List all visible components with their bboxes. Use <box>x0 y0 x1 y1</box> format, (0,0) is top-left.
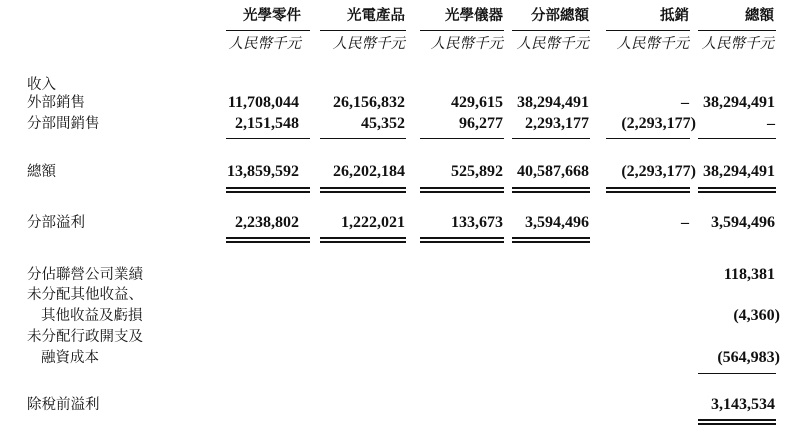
col-header-optoelectronic: 光電產品 <box>347 8 405 24</box>
cell: 2,151,548 <box>235 115 299 132</box>
header-rule <box>606 30 690 31</box>
subtotal-rule <box>606 138 690 139</box>
col-header-segment-total: 分部總額 <box>531 8 589 24</box>
cell: 2,293,177 <box>525 115 589 132</box>
total-rule <box>606 191 690 193</box>
total-rule <box>512 237 590 239</box>
subtotal-rule <box>420 138 504 139</box>
cell: 45,352 <box>361 115 405 132</box>
subtotal-rule <box>226 138 310 139</box>
subtotal-rule <box>320 138 406 139</box>
total-rule <box>320 187 406 189</box>
total-rule <box>698 423 776 425</box>
col-unit: 人民幣千元 <box>332 36 405 52</box>
total-rule <box>698 187 776 189</box>
cell: 13,859,592 <box>227 163 299 180</box>
total-rule <box>698 191 776 193</box>
total-label: 總額 <box>27 164 56 180</box>
pretax-profit-label: 除稅前溢利 <box>27 397 100 413</box>
other-income-value: (4,360) <box>733 307 780 324</box>
total-rule <box>606 187 690 189</box>
col-header-total: 總額 <box>745 8 774 24</box>
total-rule <box>226 187 310 189</box>
cell: 525,892 <box>451 163 503 180</box>
col-unit: 人民幣千元 <box>701 36 774 52</box>
cell: – <box>767 115 775 132</box>
total-rule <box>226 241 310 243</box>
total-rule <box>512 241 590 243</box>
total-rule <box>698 419 776 421</box>
admin-costs-label-line2: 融資成本 <box>41 350 99 366</box>
cell: – <box>681 94 689 111</box>
cell: 38,294,491 <box>703 94 775 111</box>
col-unit: 人民幣千元 <box>228 36 301 52</box>
cell: 26,156,832 <box>333 94 405 111</box>
other-income-label-line1: 未分配其他收益、 <box>27 287 143 303</box>
header-rule <box>226 30 310 31</box>
total-rule <box>420 237 504 239</box>
revenue-heading: 收入 <box>27 77 56 93</box>
total-rule <box>420 241 504 243</box>
associates-value: 118,381 <box>723 266 775 283</box>
cell: – <box>681 214 689 231</box>
cell: 1,222,021 <box>341 214 405 231</box>
total-rule <box>420 187 504 189</box>
cell: (2,293,177) <box>621 115 696 132</box>
cell: 38,294,491 <box>517 94 589 111</box>
cell: 3,594,496 <box>711 214 775 231</box>
subtotal-rule <box>512 138 590 139</box>
col-unit: 人民幣千元 <box>616 36 689 52</box>
admin-costs-value: (564,983) <box>717 349 780 366</box>
segment-profit-label: 分部溢利 <box>27 215 85 231</box>
associates-label: 分佔聯營公司業績 <box>27 267 143 283</box>
header-rule <box>420 30 504 31</box>
cell: 11,708,044 <box>227 94 299 111</box>
cell: 3,594,496 <box>525 214 589 231</box>
col-header-eliminations: 抵銷 <box>660 8 689 24</box>
intersegment-sales-label: 分部間銷售 <box>27 116 100 132</box>
cell: 96,277 <box>459 115 503 132</box>
total-rule <box>226 191 310 193</box>
total-rule <box>320 191 406 193</box>
admin-costs-label-line1: 未分配行政開支及 <box>27 329 143 345</box>
header-rule <box>320 30 406 31</box>
col-header-optical-components: 光學零件 <box>243 8 301 24</box>
cell: 40,587,668 <box>517 163 589 180</box>
pretax-profit-value: 3,143,534 <box>711 396 775 413</box>
total-rule <box>226 237 310 239</box>
total-rule <box>420 191 504 193</box>
total-rule <box>320 237 406 239</box>
col-header-optical-instruments: 光學儀器 <box>445 8 503 24</box>
total-rule <box>512 191 590 193</box>
external-sales-label: 外部銷售 <box>27 95 85 111</box>
header-rule <box>512 30 590 31</box>
subtotal-rule <box>698 138 776 139</box>
cell: 2,238,802 <box>235 214 299 231</box>
total-rule <box>320 241 406 243</box>
header-rule <box>698 30 776 31</box>
cell: 429,615 <box>451 94 503 111</box>
cell: (2,293,177) <box>621 163 696 180</box>
subtotal-rule <box>698 373 776 374</box>
col-unit: 人民幣千元 <box>516 36 589 52</box>
other-income-label-line2: 其他收益及虧損 <box>41 308 143 324</box>
total-rule <box>512 187 590 189</box>
cell: 133,673 <box>451 214 503 231</box>
cell: 26,202,184 <box>333 163 405 180</box>
cell: 38,294,491 <box>703 163 775 180</box>
col-unit: 人民幣千元 <box>430 36 503 52</box>
